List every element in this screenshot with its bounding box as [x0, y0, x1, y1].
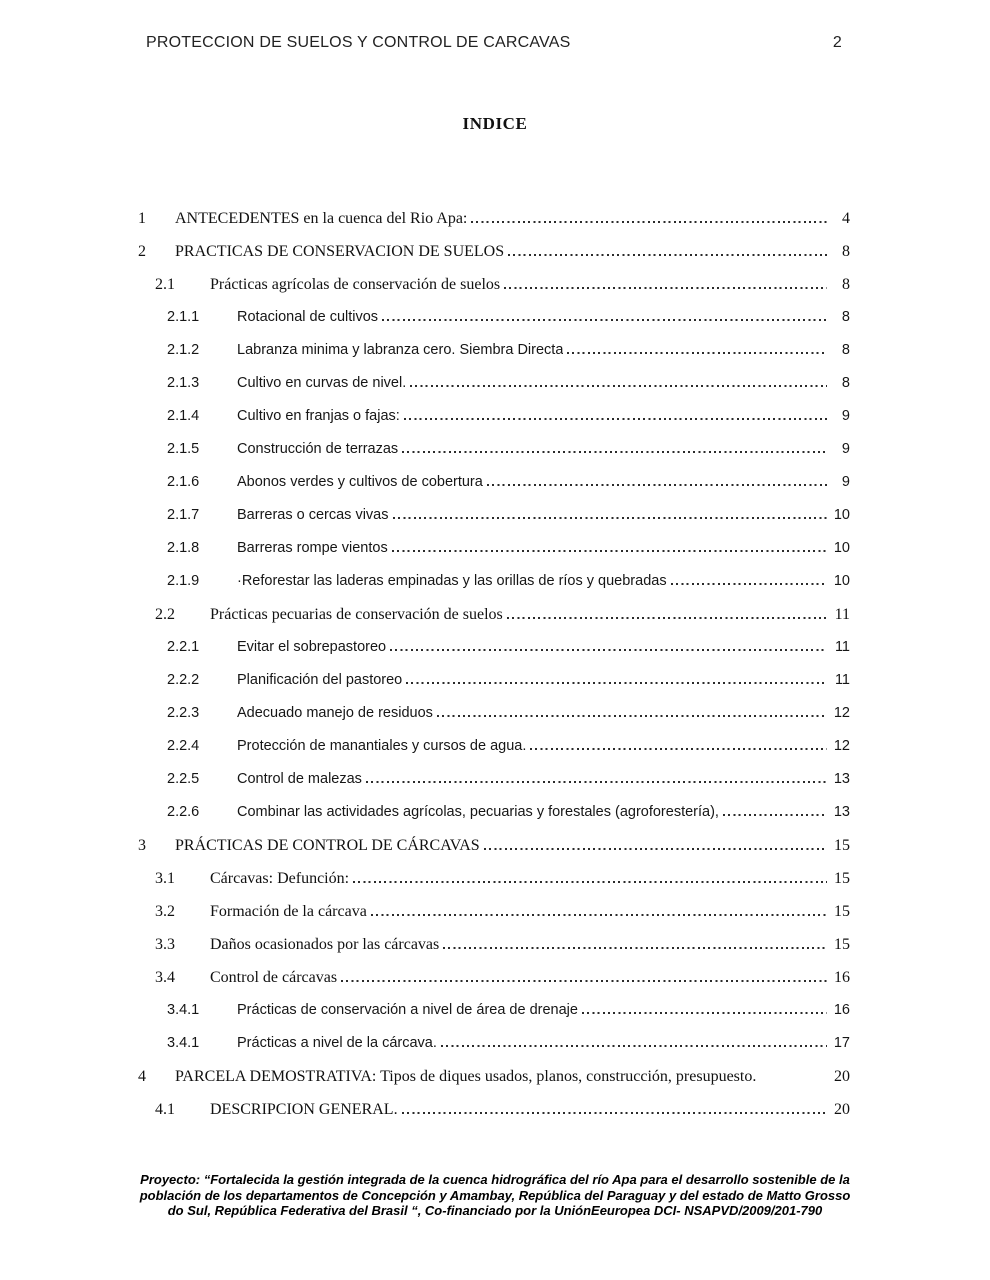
toc-entry-page: 12	[833, 705, 850, 721]
toc-leader-dots	[437, 715, 827, 717]
toc-entry[interactable]	[0, 433, 990, 466]
toc-entry-page: 9	[841, 408, 850, 424]
toc-entry-page: 17	[833, 1035, 850, 1051]
toc-entry-page: 20	[834, 1068, 850, 1085]
toc-entry[interactable]	[0, 829, 990, 862]
toc-entry[interactable]	[0, 697, 990, 730]
toc-leader-dots	[507, 617, 827, 619]
toc-entry-label: Daños ocasionados por las cárcavas	[210, 936, 440, 953]
toc-entry-page: 13	[833, 804, 850, 820]
page-footer	[105, 1172, 885, 1219]
toc-leader-dots	[484, 848, 827, 850]
toc-leader-dots	[671, 583, 827, 585]
toc-entry-number: 2.1.9	[167, 573, 200, 589]
toc-entry-page: 8	[841, 309, 850, 325]
toc-entry-page: 15	[834, 870, 850, 887]
toc-leader-dots	[402, 1112, 827, 1114]
toc-leader-dots	[341, 980, 827, 982]
toc-entry[interactable]	[0, 598, 990, 631]
toc-entry-number: 2.1.1	[167, 309, 200, 325]
toc-entry-page: 9	[841, 441, 850, 457]
toc-entry-number: 3	[138, 837, 146, 854]
toc-entry-page: 15	[834, 837, 850, 854]
toc-entry-label: Evitar el sobrepastoreo	[237, 639, 387, 655]
toc-entry-label: Prácticas pecuarias de conservación de suelos	[210, 606, 503, 623]
toc-leader-dots	[406, 682, 827, 684]
toc-entry[interactable]	[0, 895, 990, 928]
toc-entry-page: 10	[833, 507, 850, 523]
toc-leader-dots	[392, 550, 827, 552]
toc-entry-label: Barreras rompe vientos	[237, 540, 388, 556]
toc-entry[interactable]	[0, 664, 990, 697]
toc-entry[interactable]	[0, 235, 990, 268]
toc-leader-dots	[390, 649, 827, 651]
toc-entry-label: Cultivo en curvas de nivel.	[237, 375, 407, 391]
toc-leader-dots	[471, 221, 827, 223]
toc-entry-number: 2.1.8	[167, 540, 200, 556]
toc-entry-number: 2.2.5	[167, 771, 200, 787]
toc-entry-number: 2.2.6	[167, 804, 200, 820]
toc-entry-label: Labranza minima y labranza cero. Siembra Directa	[237, 342, 564, 358]
toc-entry[interactable]	[0, 268, 990, 301]
toc-entry-page: 8	[841, 375, 850, 391]
toc-entry-page: 15	[834, 903, 850, 920]
toc-entry-number: 3.1	[155, 870, 175, 887]
toc-entry-page: 20	[834, 1101, 850, 1118]
running-header	[146, 34, 842, 52]
toc-entry[interactable]	[0, 862, 990, 895]
toc-entry-label: Protección de manantiales y cursos de agua.	[237, 738, 527, 754]
toc-entry-number: 3.4.1	[167, 1002, 200, 1018]
toc-entry-number: 2.1.6	[167, 474, 200, 490]
header-page-number: 2	[832, 34, 842, 51]
toc-entry-page: 13	[833, 771, 850, 787]
toc-leader-dots	[366, 781, 827, 783]
toc-entry-label: Abonos verdes y cultivos de cobertura	[237, 474, 483, 490]
toc-entry-number: 2.1.5	[167, 441, 200, 457]
footer-line: población de los departamentos de Concepción y Amambay, República del Paraguay y del estado de Matto Grosso	[139, 1187, 851, 1203]
toc-entry[interactable]	[0, 994, 990, 1027]
toc-entry-page: 8	[841, 342, 850, 358]
toc-entry-label: PRÁCTICAS DE CONTROL DE CÁRCAVAS	[175, 837, 480, 854]
toc-leader-dots	[723, 814, 827, 816]
toc-entry-label: Barreras o cercas vivas	[237, 507, 389, 523]
toc-leader-dots	[402, 451, 827, 453]
toc-entry-number: 3.2	[155, 903, 175, 920]
toc-entry-label: Planificación del pastoreo	[237, 672, 403, 688]
toc-entry[interactable]	[0, 730, 990, 763]
toc-entry-label: Adecuado manejo de residuos	[237, 705, 433, 721]
toc-entry-page: 11	[834, 672, 850, 688]
toc-entry-label: Rotacional de cultivos	[237, 309, 379, 325]
toc-entry-label: PARCELA DEMOSTRATIVA: Tipos de diques usados, planos, construcción, presupuesto.	[175, 1068, 757, 1085]
toc-entry-number: 2.2.4	[167, 738, 200, 754]
toc-entry[interactable]	[0, 532, 990, 565]
toc-entry-number: 2.2	[155, 606, 175, 623]
toc-entry-page: 8	[842, 276, 850, 293]
toc-entry-page: 16	[833, 1002, 850, 1018]
toc-leader-dots	[410, 385, 827, 387]
toc-entry-number: 3.4.1	[167, 1035, 200, 1051]
toc-entry-label: Control de cárcavas	[210, 969, 338, 986]
toc-entry-page: 16	[834, 969, 850, 986]
toc-entry-number: 2.1.7	[167, 507, 200, 523]
toc-entry[interactable]	[0, 367, 990, 400]
toc-entry-label: Formación de la cárcava	[210, 903, 367, 920]
toc-entry-number: 2.1.3	[167, 375, 200, 391]
toc-leader-dots	[404, 418, 827, 420]
toc-entry-number: 2.2.2	[167, 672, 200, 688]
toc-entry[interactable]	[0, 1027, 990, 1060]
toc-entry-number: 2	[138, 243, 146, 260]
toc-entry-number: 4	[138, 1068, 146, 1085]
toc-leader-dots	[382, 319, 827, 321]
toc-entry-number: 2.1.4	[167, 408, 200, 424]
toc-entry-label: Prácticas a nivel de la cárcava.	[237, 1035, 437, 1051]
toc-entry-number: 2.1.2	[167, 342, 200, 358]
toc-entry-number: 3.3	[155, 936, 175, 953]
toc-entry[interactable]	[0, 961, 990, 994]
toc-entry[interactable]	[0, 400, 990, 433]
toc-leader-dots	[393, 517, 828, 519]
toc-entry-page: 12	[833, 738, 850, 754]
toc-entry-label: PRACTICAS DE CONSERVACION DE SUELOS	[175, 243, 505, 260]
toc-entry-label: DESCRIPCION GENERAL.	[210, 1101, 398, 1118]
toc-leader-dots	[504, 287, 827, 289]
toc	[0, 202, 990, 1126]
toc-leader-dots	[508, 254, 827, 256]
toc-entry[interactable]	[0, 466, 990, 499]
toc-entry-number: 2.1	[155, 276, 175, 293]
toc-entry[interactable]	[0, 334, 990, 367]
toc-entry[interactable]	[0, 499, 990, 532]
toc-entry[interactable]	[0, 565, 990, 598]
toc-entry-label: Control de malezas	[237, 771, 362, 787]
toc-entry[interactable]	[0, 631, 990, 664]
toc-entry[interactable]	[0, 301, 990, 334]
toc-entry[interactable]	[0, 202, 990, 235]
toc-entry-page: 11	[834, 606, 850, 623]
toc-leader-dots	[487, 484, 827, 486]
toc-entry-label: ·Reforestar las laderas empinadas y las orillas de ríos y quebradas	[237, 573, 667, 589]
toc-entry[interactable]	[0, 928, 990, 961]
toc-entry-label: Cárcavas: Defunción:	[210, 870, 350, 887]
toc-entry-page: 10	[833, 540, 850, 556]
toc-entry-label: Combinar las actividades agrícolas, pecuarias y forestales (agroforestería),	[237, 804, 719, 820]
page-title: INDICE	[462, 114, 528, 133]
toc-entry-page: 8	[842, 243, 850, 260]
toc-leader-dots	[758, 1079, 830, 1081]
footer-line: do Sul, República Federativa del Brasil “, Co-financiado por la UniónEeuropea DCI- NSAPVD/2009/201-790	[167, 1203, 823, 1218]
toc-leader-dots	[353, 881, 827, 883]
toc-entry[interactable]	[0, 763, 990, 796]
toc-entry-label: ANTECEDENTES en la cuenca del Rio Apa:	[175, 210, 468, 227]
toc-entry-label: Cultivo en franjas o fajas:	[237, 408, 400, 424]
toc-entry-number: 4.1	[155, 1101, 175, 1118]
toc-entry[interactable]	[0, 1060, 990, 1093]
toc-entry-page: 9	[841, 474, 850, 490]
toc-leader-dots	[441, 1045, 827, 1047]
toc-leader-dots	[582, 1012, 827, 1014]
toc-leader-dots	[371, 914, 827, 916]
toc-entry-number: 1	[138, 210, 146, 227]
toc-leader-dots	[443, 947, 827, 949]
toc-entry-page: 11	[834, 639, 850, 655]
toc-entry-label: Prácticas de conservación a nivel de área de drenaje	[237, 1002, 578, 1018]
toc-entry-label: Construcción de terrazas	[237, 441, 399, 457]
toc-leader-dots	[567, 352, 827, 354]
toc-entry-number: 3.4	[155, 969, 175, 986]
toc-entry[interactable]	[0, 1093, 990, 1126]
toc-entry-label: Prácticas agrícolas de conservación de suelos	[210, 276, 501, 293]
header-title: PROTECCION DE SUELOS Y CONTROL DE CARCAVAS	[146, 34, 571, 51]
toc-entry-page: 15	[834, 936, 850, 953]
toc-entry-page: 10	[833, 573, 850, 589]
toc-leader-dots	[530, 748, 827, 750]
toc-entry-page: 4	[842, 210, 850, 227]
toc-entry[interactable]	[0, 796, 990, 829]
toc-entry-number: 2.2.3	[167, 705, 200, 721]
toc-entry-number: 2.2.1	[167, 639, 200, 655]
footer-line: Proyecto: “Fortalecida la gestión integrada de la cuenca hidrográfica del río Apa para el desarrollo sostenible de la	[140, 1172, 850, 1187]
